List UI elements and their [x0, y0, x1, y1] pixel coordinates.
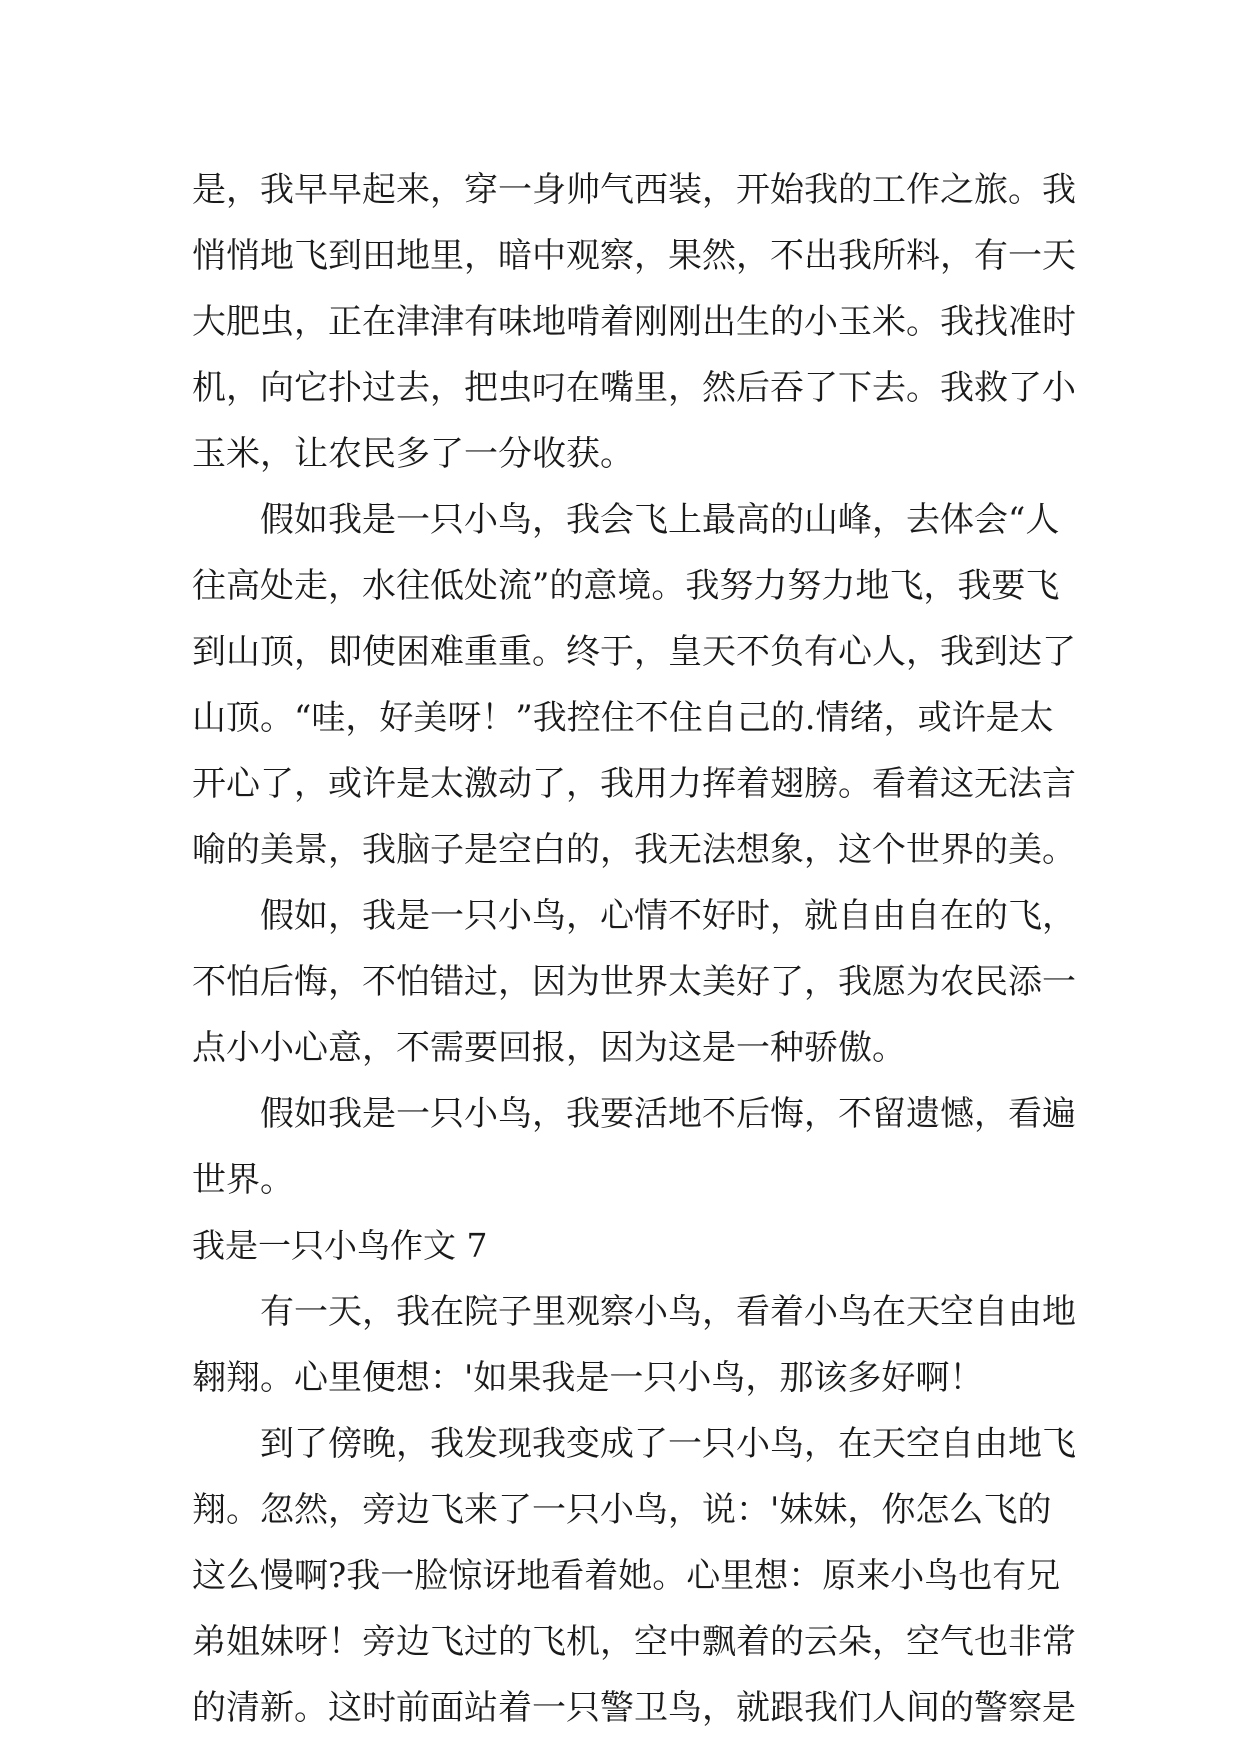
essay-line: 玉米，让农民多了一分收获。 — [192, 434, 634, 474]
essay-line: 弟姐妹呀！旁边飞过的飞机，空中飘着的云朵，空气也非常 — [192, 1622, 1076, 1662]
essay-line: 大肥虫，正在津津有味地啃着刚刚出生的小玉米。我找准时 — [192, 302, 1076, 342]
essay-line: 这么慢啊?我一脸惊讶地看着她。心里想：原来小鸟也有兄 — [192, 1556, 1061, 1596]
essay-body — [192, 157, 1076, 1741]
essay-line: 翱翔。心里便想：'如果我是一只小鸟，那该多好啊！ — [192, 1358, 984, 1398]
essay-line: 世界。 — [192, 1160, 294, 1200]
essay-line: 假如我是一只小鸟，我会飞上最高的山峰，去体会“人 — [192, 500, 1060, 540]
essay-line: 喻的美景，我脑子是空白的，我无法想象，这个世界的美。 — [192, 830, 1076, 870]
essay-line: 山顶。“哇，好美呀！”我控住不住自己的.情绪，或许是太 — [192, 698, 1054, 738]
essay-heading: 我是一只小鸟作文 7 — [192, 1226, 488, 1265]
essay-line: 是，我早早起来，穿一身帅气西装，开始我的工作之旅。我 — [192, 170, 1076, 210]
essay-line: 开心了，或许是太激动了，我用力挥着翅膀。看着这无法言 — [192, 764, 1076, 804]
essay-line: 假如我是一只小鸟，我要活地不后悔，不留遗憾，看遍 — [192, 1094, 1076, 1134]
essay-line: 往高处走，水往低处流”的意境。我努力努力地飞，我要飞 — [192, 566, 1060, 606]
essay-line: 不怕后悔，不怕错过，因为世界太美好了，我愿为农民添一 — [192, 962, 1076, 1002]
essay-line: 机，向它扑过去，把虫叼在嘴里，然后吞了下去。我救了小 — [192, 368, 1076, 408]
essay-line: 悄悄地飞到田地里，暗中观察，果然，不出我所料，有一天 — [192, 236, 1076, 276]
essay-line: 到了傍晚，我发现我变成了一只小鸟，在天空自由地飞 — [192, 1424, 1076, 1464]
essay-line: 假如，我是一只小鸟，心情不好时，就自由自在的飞， — [192, 896, 1076, 936]
essay-line: 有一天，我在院子里观察小鸟，看着小鸟在天空自由地 — [192, 1292, 1076, 1332]
essay-line: 翔。忽然，旁边飞来了一只小鸟，说：'妹妹，你怎么飞的 — [192, 1490, 1052, 1530]
essay-line: 到山顶，即使困难重重。终于，皇天不负有心人，我到达了 — [192, 632, 1076, 672]
essay-line: 的清新。这时前面站着一只警卫鸟，就跟我们人间的警察是 — [192, 1688, 1076, 1728]
essay-line: 点小小心意，不需要回报，因为这是一种骄傲。 — [192, 1028, 906, 1068]
